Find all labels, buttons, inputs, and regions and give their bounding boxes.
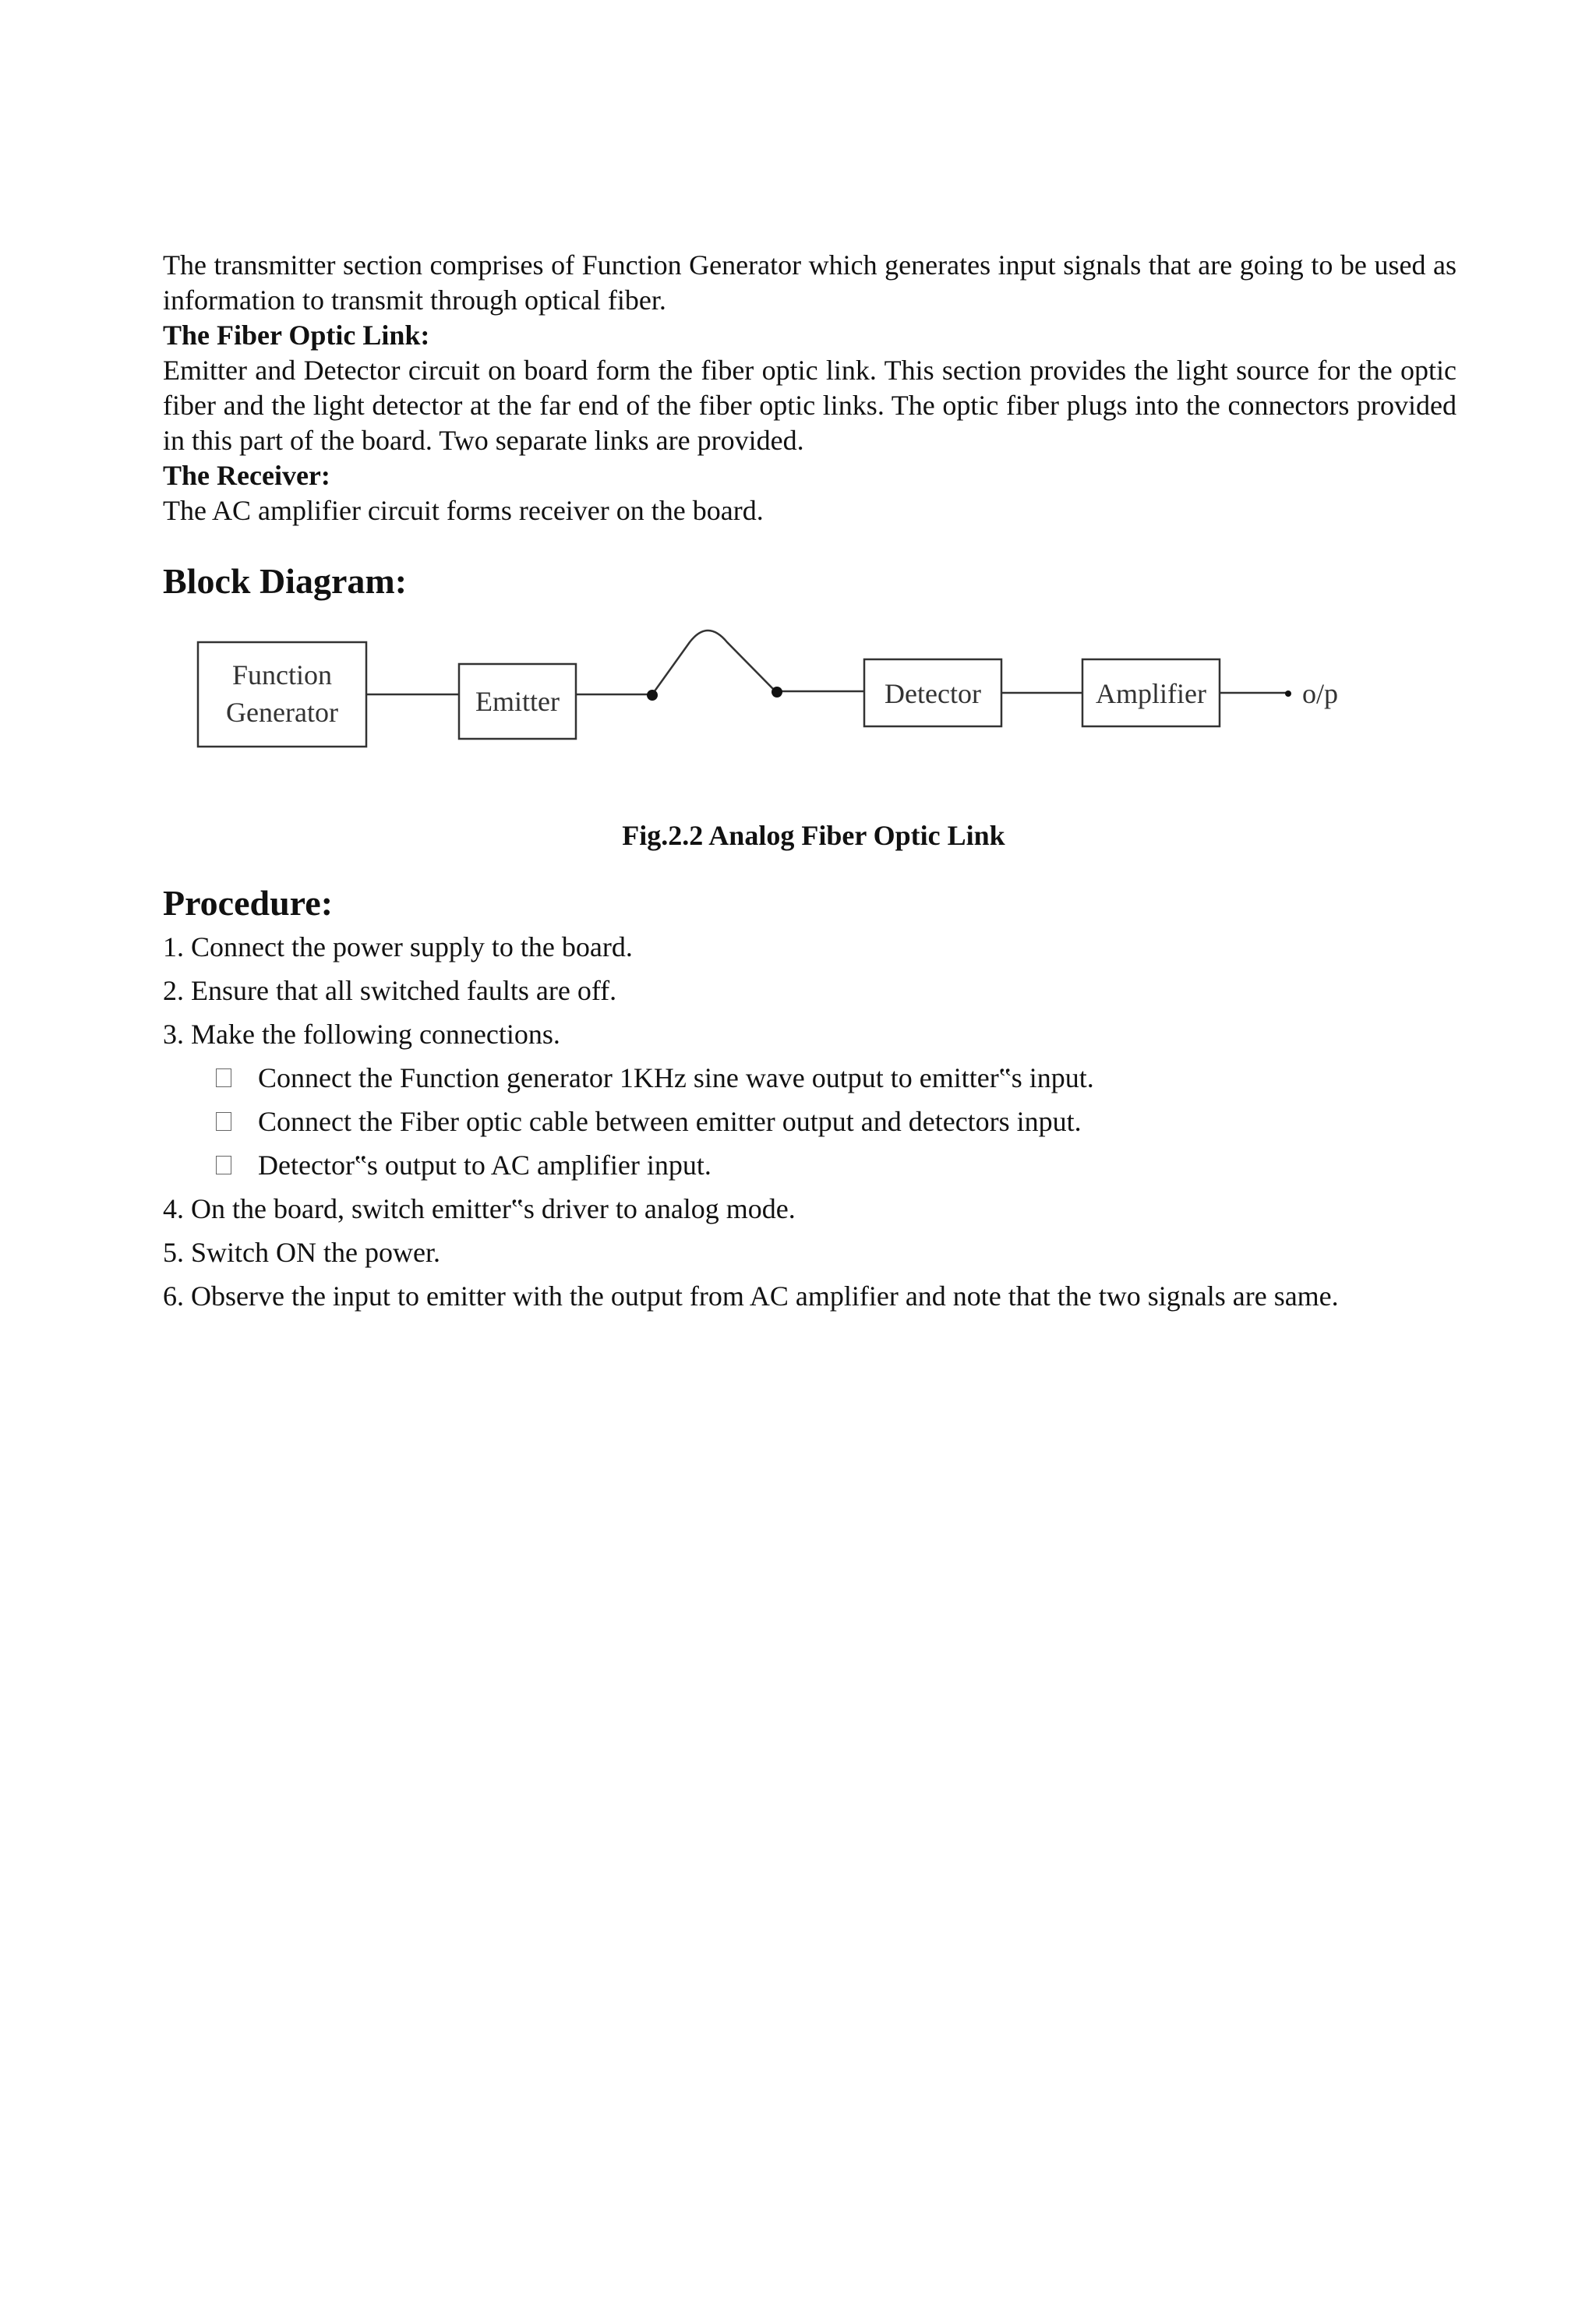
procedure-step: 1. Connect the power supply to the board. [163,931,633,962]
fiber-connector-dot [647,690,658,701]
sub-step-item [216,1100,1457,1143]
procedure-step: 3. Make the following connections. [163,1019,560,1050]
output-terminal-dot [1285,690,1291,697]
procedure-step: 5. Switch ON the power. [163,1237,440,1268]
receiver-text: The AC amplifier circuit forms receiver on the board. [163,495,764,526]
procedure-steps-continued [163,1187,1457,1318]
bullet-icon [216,1112,231,1131]
sub-step-text: Detector‟s output to AC amplifier input. [258,1150,711,1181]
connection-sub-steps [163,1056,1457,1187]
function-generator-block [198,642,366,747]
block-diagram-title: Block Diagram: [163,561,408,601]
emitter-label: Emitter [475,686,560,717]
procedure-title: Procedure: [163,883,334,923]
receiver-heading: The Receiver: [163,460,330,491]
procedure-step: 4. On the board, switch emitter‟s driver to analog mode. [163,1193,796,1224]
sub-step-item [216,1056,1457,1100]
fiber-link-text: Emitter and Detector circuit on board form the fiber optic link. This section provides the light source for the optic fiber and the light detector at the far end of the fiber optic links. The optic fiber plugs into the connectors provided in this part of the board. Two separate links are provided. [163,355,1457,456]
block-diagram-svg [194,625,1379,758]
function-generator-label-line2: Generator [226,697,338,728]
bullet-icon [216,1156,231,1174]
procedure-step: 2. Ensure that all switched faults are off. [163,975,617,1006]
output-label: o/p [1302,678,1339,709]
intro-paragraph: The transmitter section comprises of Function Generator which generates input signals that are going to be used as information to transmit through optical fiber. [163,249,1457,316]
procedure-step: 6. Observe the input to emitter with the output from AC amplifier and note that the two signals are same. [163,1280,1339,1312]
sub-step-text: Connect the Function generator 1KHz sine wave output to emitter‟s input. [258,1062,1094,1093]
bullet-icon [216,1068,231,1087]
procedure-steps [163,925,1457,1056]
document-page [163,248,1457,1318]
function-generator-label-line1: Function [231,659,333,690]
fiber-connector-dot [772,687,782,698]
fiber-link-heading: The Fiber Optic Link: [163,320,430,351]
amplifier-label: Amplifier [1096,678,1206,709]
detector-label: Detector [885,678,981,709]
figure-caption: Fig.2.2 Analog Fiber Optic Link [622,820,1005,851]
fiber-cable-curve [652,630,775,694]
block-diagram [194,625,1379,758]
sub-step-item [216,1143,1457,1187]
sub-step-text: Connect the Fiber optic cable between emitter output and detectors input. [258,1106,1082,1137]
